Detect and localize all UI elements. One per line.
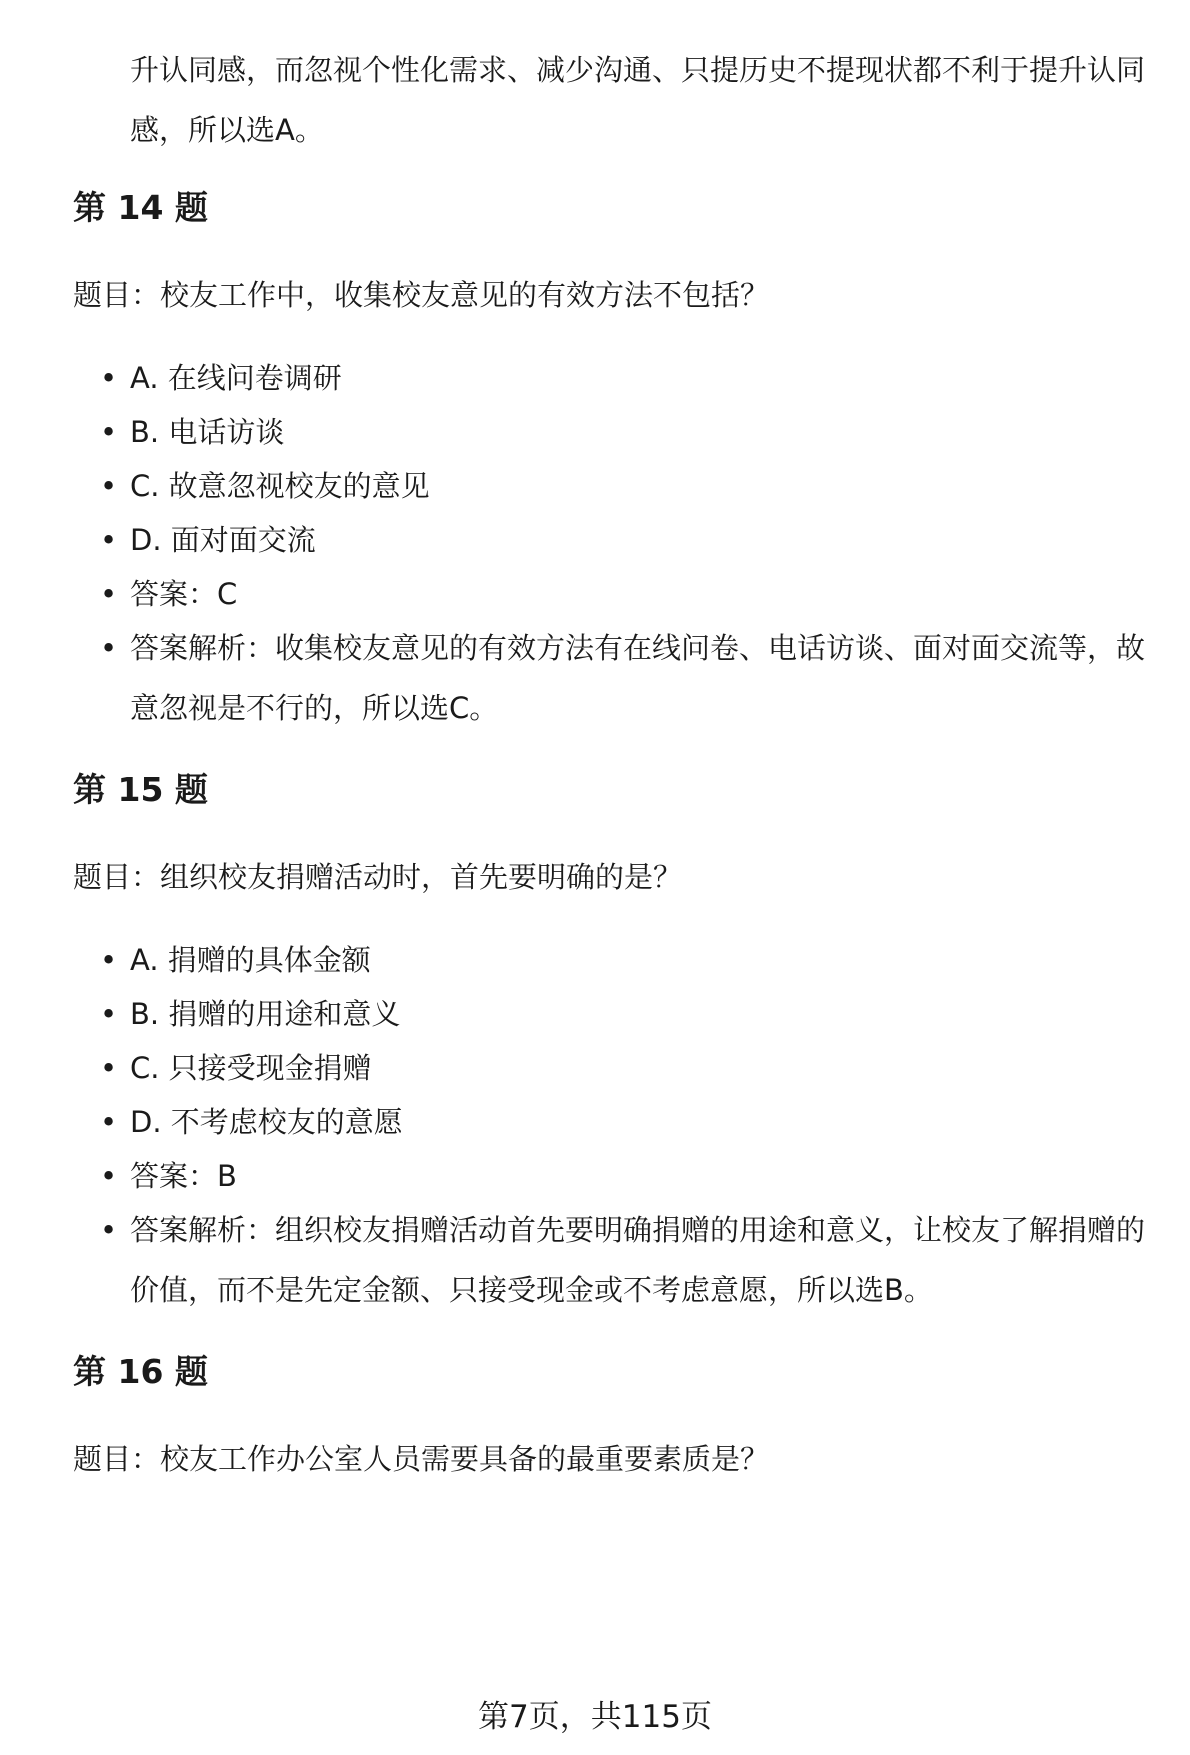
question-14-option-d — [100, 510, 1160, 570]
option-text: C. 只接受现金捐赠 — [130, 1051, 372, 1085]
option-text: D. 面对面交流 — [130, 523, 316, 557]
bullet-icon: • — [100, 577, 118, 611]
question-15-text: 题目：组织校友捐赠活动时，首先要明确的是？ — [73, 860, 683, 894]
option-text: A. 捐赠的具体金额 — [130, 943, 371, 977]
option-text: B. 电话访谈 — [130, 415, 285, 449]
bullet-icon: • — [100, 997, 118, 1031]
option-text: C. 故意忽视校友的意见 — [130, 469, 430, 503]
question-14-option-b — [100, 402, 1160, 462]
answer-text: 答案：C — [130, 577, 238, 611]
bullet-icon: • — [100, 1159, 118, 1193]
question-14-text: 题目：校友工作中，收集校友意见的有效方法不包括？ — [73, 278, 770, 312]
bullet-icon: • — [100, 1105, 118, 1139]
bullet-icon: • — [100, 631, 118, 665]
answer-text: 答案：B — [130, 1159, 237, 1193]
question-14-heading: 第 14 题 — [73, 188, 208, 227]
question-15-option-d — [100, 1092, 1160, 1152]
analysis-text: 答案解析：组织校友捐赠活动首先要明确捐赠的用途和意义，让校友了解捐赠的价值，而不是先定金额、只接受现金或不考虑意愿，所以选B。 — [130, 1213, 1146, 1307]
option-text: A. 在线问卷调研 — [130, 361, 342, 395]
question-15-answer — [100, 1146, 1160, 1206]
question-15-option-b — [100, 984, 1160, 1044]
option-text: D. 不考虑校友的意愿 — [130, 1105, 403, 1139]
question-15-option-a — [100, 930, 1160, 990]
bullet-icon: • — [100, 1051, 118, 1085]
page-footer: 第7页，共115页 — [478, 1699, 712, 1735]
bullet-icon: • — [100, 469, 118, 503]
question-15-analysis — [100, 1200, 1160, 1320]
bullet-icon: • — [100, 415, 118, 449]
option-text: B. 捐赠的用途和意义 — [130, 997, 401, 1031]
analysis-text: 答案解析：收集校友意见的有效方法有在线问卷、电话访谈、面对面交流等，故意忽视是不行的，所以选C。 — [130, 631, 1146, 725]
bullet-icon: • — [100, 1213, 118, 1247]
question-15-heading: 第 15 题 — [73, 770, 208, 809]
question-14-option-a — [100, 348, 1160, 408]
question-14-analysis — [100, 618, 1160, 738]
question-14-option-c — [100, 456, 1160, 516]
question-16-text: 题目：校友工作办公室人员需要具备的最重要素质是？ — [73, 1442, 770, 1476]
bullet-icon: • — [100, 523, 118, 557]
question-16-heading: 第 16 题 — [73, 1352, 208, 1391]
bullet-icon: • — [100, 361, 118, 395]
question-14-answer — [100, 564, 1160, 624]
question-15-option-c — [100, 1038, 1160, 1098]
bullet-icon: • — [100, 943, 118, 977]
previous-analysis-continuation: 升认同感，而忽视个性化需求、减少沟通、只提历史不提现状都不利于提升认同感，所以选A。 — [130, 53, 1146, 147]
